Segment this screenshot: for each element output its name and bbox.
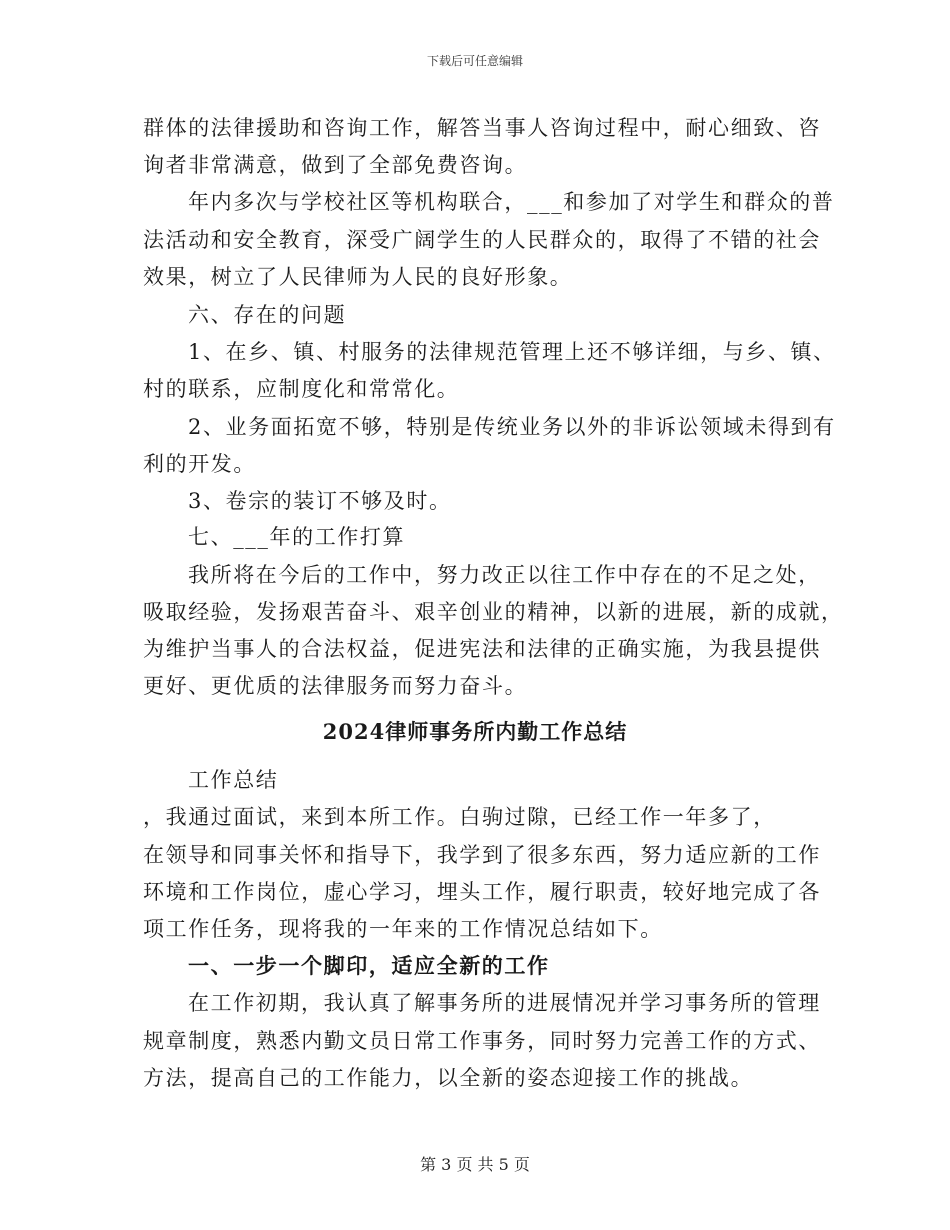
body-line: 效果，树立了人民律师为人民的良好形象。	[143, 265, 573, 289]
body-line: 为维护当事人的合法权益，促进宪法和法律的正确实施，为我县提供	[143, 637, 821, 661]
body-line: 询者非常满意，做到了全部免费咨询。	[143, 153, 528, 177]
body-line: 法活动和安全教育，深受广阔学生的人民群众的，取得了不错的社会	[143, 228, 821, 252]
body-line: 环境和工作岗位，虚心学习，埋头工作，履行职责，较好地完成了各	[143, 880, 821, 904]
body-line: 利的开发。	[143, 452, 256, 476]
body-line: 我所将在今后的工作中，努力改正以往工作中存在的不足之处，	[188, 563, 821, 587]
body-line: 规章制度，熟悉内勤文员日常工作事务，同时努力完善工作的方式、	[143, 1029, 821, 1053]
body-line: ，我通过面试，来到本所工作。白驹过隙，已经工作一年多了，	[143, 805, 776, 829]
section-heading: 六、存在的问题	[188, 303, 347, 327]
page-number: 第 3 页 共 5 页	[420, 1155, 530, 1174]
body-line: 方法，提高自己的工作能力，以全新的姿态迎接工作的挑战。	[143, 1066, 754, 1090]
body-line: 村的联系，应制度化和常常化。	[143, 377, 460, 401]
section-heading: 一、一步一个脚印，适应全新的工作	[188, 953, 550, 978]
body-line: 1、在乡、镇、村服务的法律规范管理上还不够详细，与乡、镇、	[188, 340, 836, 364]
body-line: 年内多次与学校社区等机构联合，___和参加了对学生和群众的普	[188, 190, 835, 214]
body-line: 群体的法律援助和咨询工作，解答当事人咨询过程中，耐心细致、咨	[143, 116, 821, 140]
body-line: 在领导和同事关怀和指导下，我学到了很多东西，努力适应新的工作	[143, 843, 821, 867]
body-line: 更好、更优质的法律服务而努力奋斗。	[143, 674, 528, 698]
section-heading: 七、___年的工作打算	[188, 525, 406, 549]
body-line: 2、业务面拓宽不够，特别是传统业务以外的非诉讼领域未得到有	[188, 415, 836, 439]
body-line: 在工作初期，我认真了解事务所的进展情况并学习事务所的管理	[188, 991, 821, 1015]
body-line: 项工作任务，现将我的一年来的工作情况总结如下。	[143, 917, 663, 941]
document-title: 2024律师事务所内勤工作总结	[322, 719, 628, 744]
section-heading: 工作总结	[188, 768, 279, 792]
body-line: 吸取经验，发扬艰苦奋斗、艰辛创业的精神，以新的进展，新的成就，	[143, 600, 844, 624]
body-line: 3、卷宗的装订不够及时。	[188, 489, 452, 513]
page-header-note: 下载后可任意编辑	[426, 54, 523, 68]
